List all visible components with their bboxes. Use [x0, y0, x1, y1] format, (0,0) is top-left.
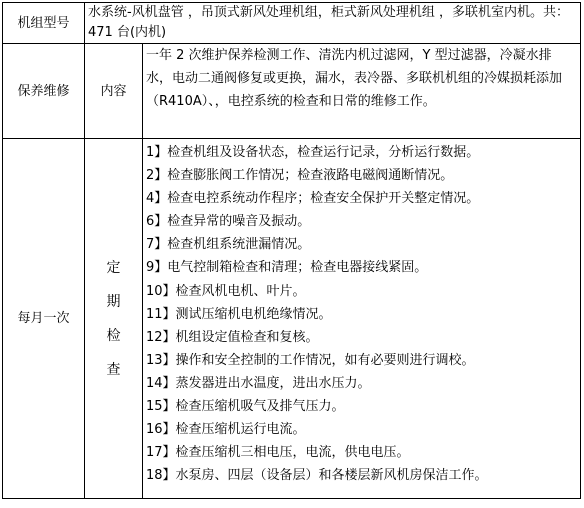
check-item: 18】水泵房、四层（设备层）和各楼层新风机房保洁工作。	[146, 468, 488, 484]
check-item: 9】电气控制箱检查和清理；检查电器接线紧固。	[146, 260, 428, 276]
model-label: 机组型号	[3, 3, 85, 44]
check-item: 11】测试压缩机电机绝缘情况。	[146, 306, 332, 322]
check-item: 13】操作和安全控制的工作情况，如有必要则进行调校。	[146, 352, 475, 368]
check-item-list	[146, 141, 577, 487]
maintenance-content: 一年 2 次维护保养检测工作、清洗内机过滤网，Y 型过滤器，冷凝水排水，电动二通阀修复或更换，漏水，表冷器、多联机机组的冷媒损耗添加（R410A）、，电控系统的检查和日常的维修工作。	[143, 44, 581, 139]
check-item: 16】检查压缩机运行电流。	[146, 422, 306, 438]
maintenance-spec-table	[2, 2, 581, 499]
check-item: 4】检查电控系统动作程序；检查安全保护开关整定情况。	[146, 191, 480, 207]
monthly-sub-char: 期	[106, 293, 121, 310]
maintenance-label: 保养维修	[3, 44, 85, 139]
check-item: 2】检查膨胀阀工作情况；检查液路电磁阀通断情况。	[146, 168, 454, 184]
monthly-sub-char: 查	[106, 361, 121, 378]
monthly-sub-char: 检	[106, 327, 121, 344]
check-item: 6】检查异常的噪音及振动。	[146, 214, 311, 230]
check-item: 15】检查压缩机吸气及排气压力。	[146, 399, 345, 415]
monthly-content	[143, 139, 581, 499]
monthly-sub-label	[85, 139, 143, 499]
check-item: 17】检查压缩机三相电压，电流，供电电压。	[146, 445, 410, 461]
monthly-label: 每月一次	[3, 139, 85, 499]
check-item: 7】检查机组系统泄漏情况。	[146, 237, 311, 253]
check-item: 12】机组设定值检查和复核。	[146, 329, 319, 345]
check-item: 1】检查机组及设备状态，检查运行记录，分析运行数据。	[146, 145, 480, 160]
check-item: 10】检查风机电机、叶片。	[146, 283, 306, 299]
check-item: 14】蒸发器进出水温度，进出水压力。	[146, 375, 371, 391]
model-row	[3, 3, 581, 44]
maintenance-row	[3, 44, 581, 139]
maintenance-sub-label: 内容	[85, 44, 143, 139]
monthly-row	[3, 139, 581, 499]
model-content: 水系统-风机盘管 ，吊顶式新风处理机组，柜式新风处理机组 ，多联机室内机。共：471 台(内机)	[85, 3, 581, 44]
monthly-sub-char: 定	[106, 259, 121, 276]
